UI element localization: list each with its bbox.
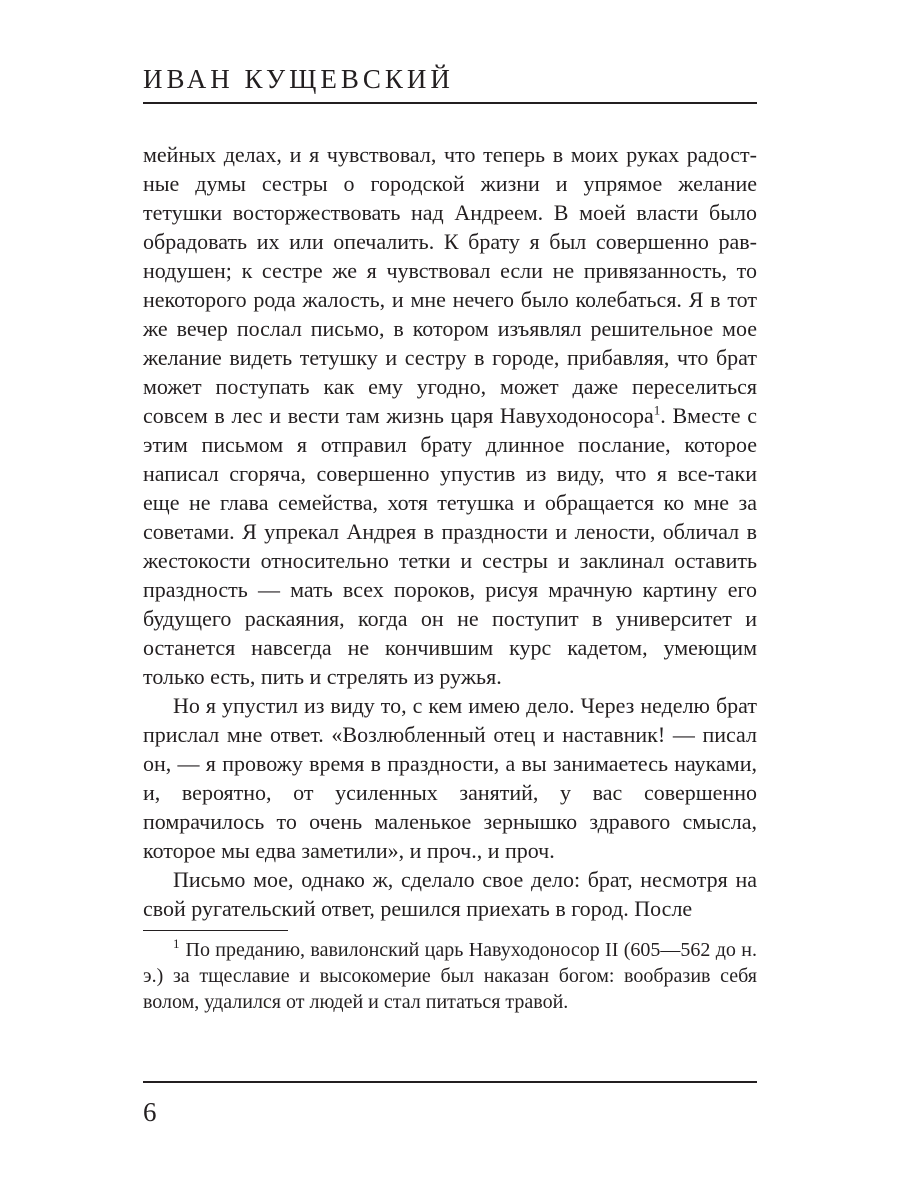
paragraph-1-text-a: мейных делах, и я чувствовал, что теперь в моих руках радостные думы сестры о городской жизни и упрямое желание тетушки восторжествовать над Андреем. В моей власти было обрадовать их или опечалить. К брату я был совершенно равнодушен; к сестре же я чувствовал если не привязанность, то некоторого рода жалость, и мне нечего было колебаться. Я в тот же вечер послал письмо, в котором изъявлял решительное мое желание видеть тетушку и сестру в городе, прибавляя, что брат может поступать как ему угодно, может даже переселиться совсем в лес и вести там жизнь царя Навуходоносора [143, 142, 757, 428]
footer-rule [143, 1081, 757, 1083]
footnote-text: По преданию, вавилонский царь Навуходоносор II (605—562 до н. э.) за тщеславие и высокомерие был наказан богом: вообразив себя волом, удалился от людей и стал питаться травой. [143, 939, 757, 1013]
footnote-number: 1 [173, 936, 180, 952]
paragraph-3: Письмо мое, однако ж, сделало свое дело: брат, несмотря на свой ругательский ответ, решился приехать в город. После [143, 867, 757, 921]
paragraph-1-text-b: . Вместе с этим письмом я отправил брату длинное послание, которое написал сгоряча, совершенно упустив из виду, что я все-таки еще не глава семейства, хотя тетушка и обращается ко мне за советами. Я упрекал Андрея в праздности и лености, обличал в жестокости относительно тетки и сестры и заклинал оставить праздность — мать всех пороков, рисуя мрачную картину его будущего раскаяния, когда он не поступит в университет и останется навсегда не кончившим курс кадетом, умеющим только есть, пить и стрелять из ружья. [143, 403, 757, 689]
paragraph-1 [143, 140, 757, 691]
running-head-title: ИВАН КУЩЕВСКИЙ [143, 64, 454, 94]
paragraph-2: Но я упустил из виду то, с кем имею дело. Через неделю брат прислал мне ответ. «Возлюбленный отец и наставник! — писал он, — я провожу время в праздности, а вы занимаетесь науками, и, вероятно, от усиленных занятий, у вас совершенно помрачилось то очень маленькое зернышко здравого смысла, которое мы едва заметили», и проч., и проч. [143, 693, 757, 863]
main-text [143, 140, 757, 923]
footnote [143, 937, 757, 1015]
page-number: 6 [143, 1097, 157, 1127]
header-rule [143, 102, 757, 104]
footnote-reference: 1 [653, 402, 661, 418]
footnote-separator [143, 930, 288, 931]
